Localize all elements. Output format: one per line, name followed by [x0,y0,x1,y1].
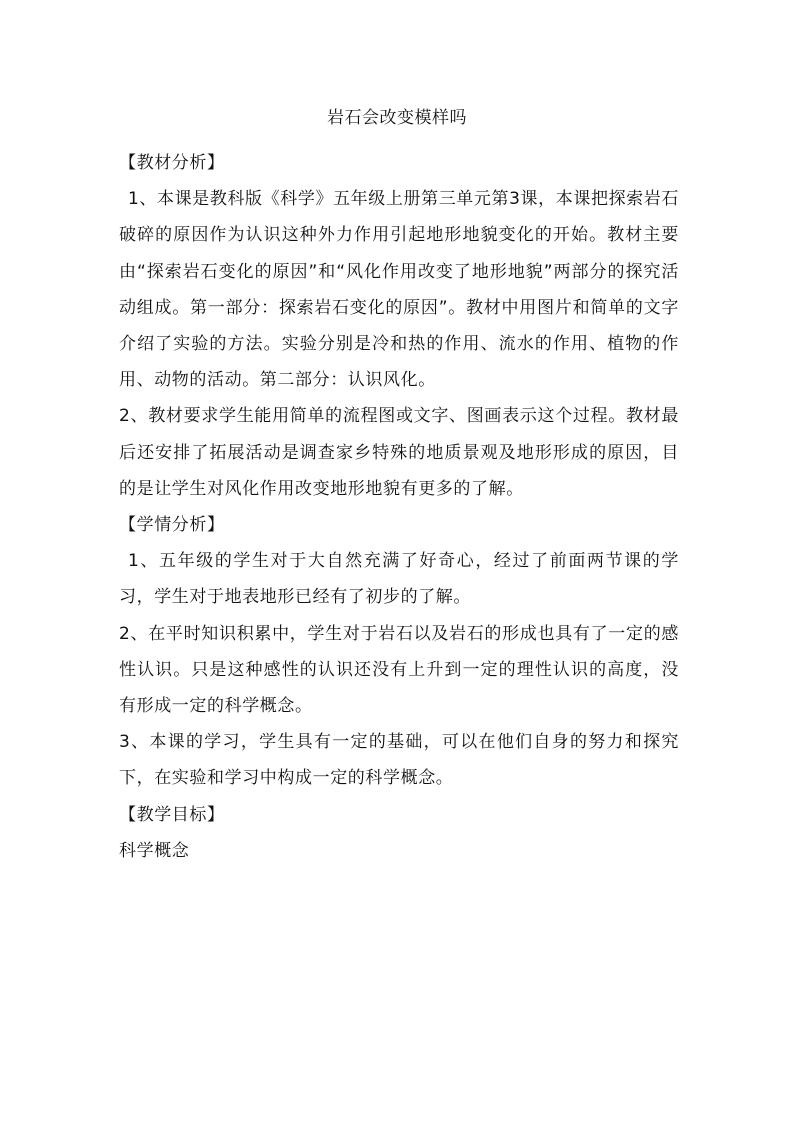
section-heading-learner-analysis: 【学情分析】 [119,515,225,536]
section-heading-teaching-goals: 【教学目标】 [119,804,225,825]
document-body [119,145,679,869]
paragraph-learner-analysis-3: 3、本课的学习，学生具有一定的基础，可以在他们自身的努力和探究下，在实验和学习中构成一定的科学概念。 [119,732,679,789]
paragraph-textbook-analysis-1: 1、本课是教科版《科学》五年级上册第三单元第3课，本课把探索岩石破碎的原因作为认识这种外力作用引起地形地貌变化的开始。教材主要由“探索岩石变化的原因”和“风化作用改变了地形地貌”两部分的探究活动组成。第一部分：探索岩石变化的原因”。教材中用图片和简单的文字介绍了实验的方法。实验分别是冷和热的作用、流水的作用、植物的作用、动物的活动。第二部分：认识风化。 [119,189,679,391]
paragraph-learner-analysis-1: 1、五年级的学生对于大自然充满了好奇心，经过了前面两节课的学习，学生对于地表地形已经有了初步的了解。 [119,551,679,608]
paragraph-textbook-analysis-2: 2、教材要求学生能用简单的流程图或文字、图画表示这个过程。教材最后还安排了拓展活动是调查家乡特殊的地质景观及地形形成的原因，目的是让学生对风化作用改变地形地貌有更多的了解。 [119,406,679,499]
section-heading-textbook-analysis: 【教材分析】 [119,153,225,173]
document-title: 岩石会改变模样吗 [327,108,467,128]
paragraph-learner-analysis-2: 2、在平时知识积累中，学生对于岩石以及岩石的形成也具有了一定的感性认识。只是这种感性的认识还没有上升到一定的理性认识的高度，没有形成一定的科学概念。 [119,623,679,717]
paragraph-science-concepts: 科学概念 [119,840,190,861]
